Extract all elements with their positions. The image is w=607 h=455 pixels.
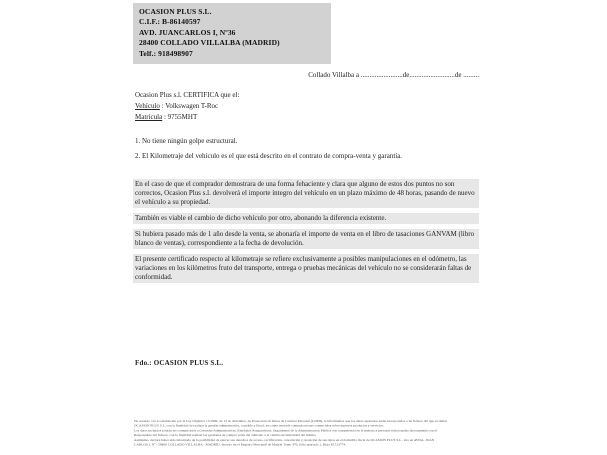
certification-block	[135, 90, 475, 123]
plate-value: : 9755MHT	[163, 113, 198, 121]
fine-print-line: CARLOS I, Nº - 28400 COLLADO VILLALBA - MADRID. Inscrito en el Registro Mercantil de Madrid Tomo 370, folio apartado 1, Hoja M 513774.	[134, 442, 347, 447]
paragraph-exchange: También es viable el cambio de dicho vehículo por otro, abonando la diferencia existente.	[133, 213, 479, 224]
numbered-points	[135, 137, 479, 167]
point-2: 2. El Kilometraje del vehículo es el que está descrito en el contrato de compra-venta y garantía.	[135, 152, 403, 160]
certificate-document	[133, 0, 479, 455]
company-cif: C.I.F.: B-86140597	[139, 17, 201, 27]
signature-line: Fdo.: OCASION PLUS S.L.	[135, 359, 224, 367]
company-city: 28400 COLLADO VILLALBA (MADRID)	[139, 38, 280, 48]
fine-print-line: Responsable del fichero, con la finalidad realizar las gestiones de compra venta del vehículo o el cambio de titularidad del mismo.	[134, 433, 317, 438]
company-name: OCASION PLUS S.L.	[139, 7, 212, 16]
fine-print-line: Los datos incluidos podrán ser comunicados a Gestorías Administrativas, Entidades Aseguradoras, Organismos de la Administración Pública con competencia en la materia y personas relacionadas directamente con el	[134, 428, 437, 433]
vehicle-row	[135, 101, 475, 112]
legal-fine-print	[134, 419, 480, 447]
company-address: AVD. JUANCARLOS I, Nº36	[139, 27, 236, 37]
plate-row	[135, 112, 475, 123]
company-phone: Telf.: 918498907	[139, 48, 193, 58]
plate-label: Matrícula	[135, 113, 163, 121]
company-letterhead	[133, 3, 331, 64]
point-1: 1. No tiene ningún golpe estructural.	[135, 137, 238, 145]
fine-print-line: De acuerdo con lo establecido por la Ley Orgánica 15/1999, de 13 de diciembre, de Protección de Datos de Carácter Personal (LOPD), le informamos que los datos aportados serán incorporados a un fichero del que es titular	[134, 419, 447, 423]
fine-print-line: OCASION PLUS S.L. con la finalidad de realizar la gestión administrativa, contable y fiscal, así como enviarle comunicaciones comerciales sobre nuestros productos y servicios.	[134, 423, 384, 428]
paragraph-ganvam: Si hubiera pasado más de 1 año desde la venta, se abonaría el importe de venta en el libro de tasaciones GANVAM (libro blanco de ventas), correspondiente a la fecha de devolución.	[133, 229, 479, 249]
fine-print-line: Asimismo, declara haber sido informado de la posibilidad de ejercer sus derechos de acceso, rectificación, cancelación y oposición de sus datos en el domicilio fiscal de OCASIÓN PLUS S.L., sito en AVDA. JUAN	[134, 437, 435, 442]
vehicle-label: Vehículo	[135, 102, 160, 110]
paragraph-refund: En el caso de que el comprador demostrara de una forma fehaciente y clara que alguno de estos dos puntos no son correctos, Ocasion Plus s.l. devolverá el importe íntegro del vehículo en un plazo máximo de 48 horas, pasando de nuevo el vehículo a su propiedad.	[133, 179, 479, 208]
date-line: Collado Villalba a ........................de..........................de .........	[308, 71, 479, 79]
highlighted-paragraphs	[133, 179, 479, 288]
vehicle-value: : Volkswagen T-Roc	[161, 102, 219, 110]
paragraph-odometer: El presente certificado respecto al kilometraje se refiere exclusivamente a posibles manipulaciones en el odómetro, las variaciones en los kilómetros fruto del transporte, entrega o pruebas mecánicas del vehículo no se considerarán faltas de conformidad.	[133, 254, 479, 283]
certification-intro: Ocasion Plus s.l. CERTIFICA que el:	[135, 91, 240, 99]
